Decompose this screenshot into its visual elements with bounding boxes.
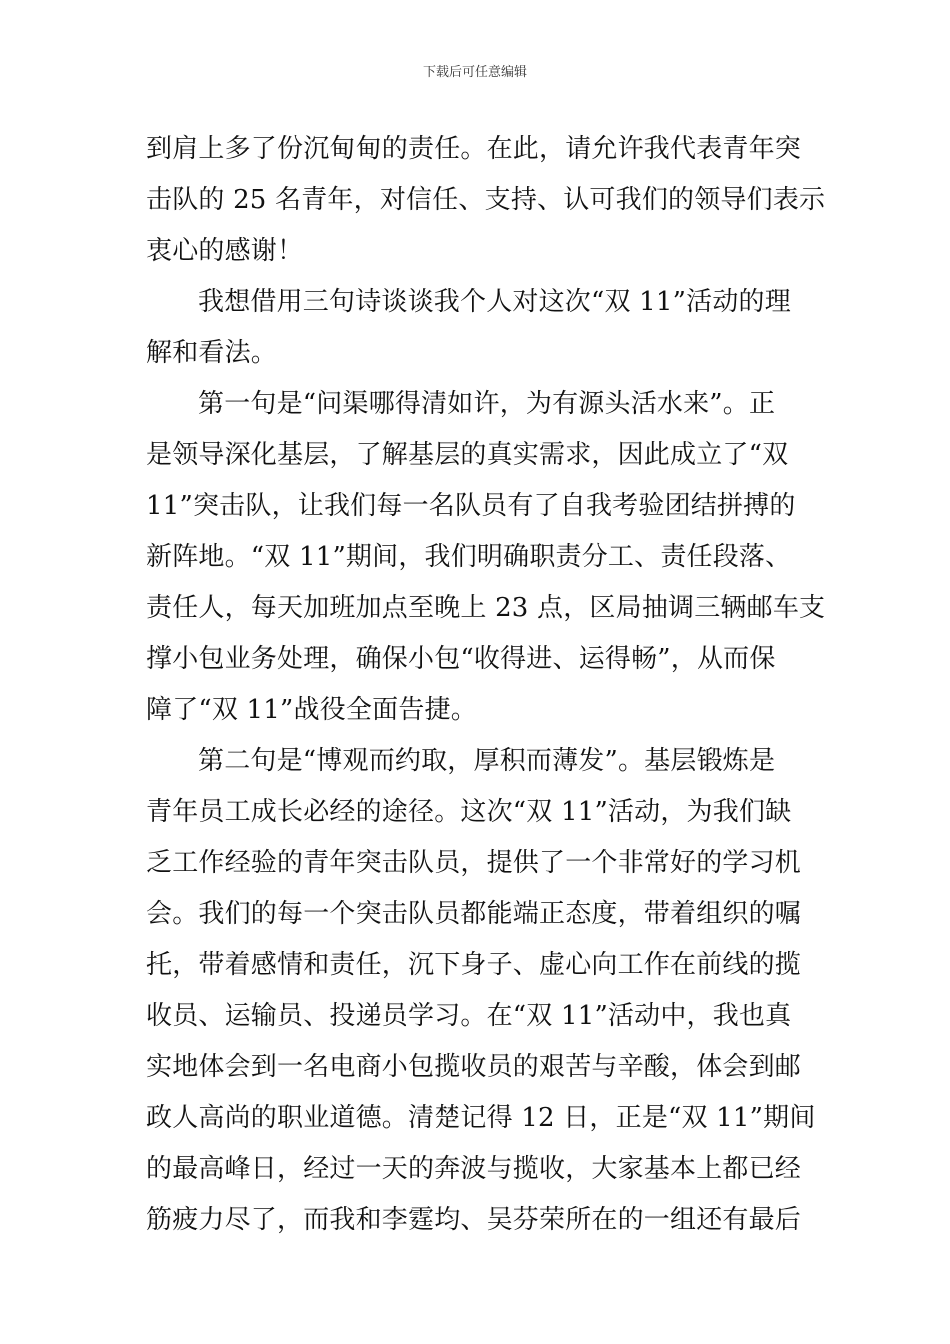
text-line: 障了“双 11”战役全面告捷。 [146,695,477,725]
paragraph-first-verse [146,379,826,736]
text-line: 托，带着感情和责任，沉下身子、虚心向工作在前线的揽 [146,950,802,980]
page-header-note: 下载后可任意编辑 [422,65,527,80]
text-line: 第一句是“问渠哪得清如许，为有源头活水来”。正 [198,389,776,419]
text-line: 会。我们的每一个突击队员都能端正态度，带着组织的嘱 [146,899,802,929]
paragraph-intro [146,277,806,379]
paragraph-second-verse [146,736,816,1246]
text-line: 是领导深化基层，了解基层的真实需求，因此成立了“双 [146,440,789,470]
text-line: 青年员工成长必经的途径。这次“双 11”活动，为我们缺 [146,797,792,827]
text-line: 新阵地。“双 11”期间，我们明确职责分工、责任段落、 [146,542,792,572]
text-line: 乏工作经验的青年突击队员，提供了一个非常好的学习机 [146,848,802,878]
text-line: 我想借用三句诗谈谈我个人对这次“双 11”活动的理 [198,287,791,317]
text-line: 11”突击队，让我们每一名队员有了自我考验团结拼搏的 [146,491,796,521]
paragraph-continuation [146,124,826,277]
text-line: 筋疲力尽了，而我和李霆均、吴芬荣所在的一组还有最后 [146,1205,802,1235]
text-line: 实地体会到一名电商小包揽收员的艰苦与辛酸，体会到邮 [146,1052,802,1082]
text-line: 撑小包业务处理，确保小包“收得进、运得畅”，从而保 [146,644,776,674]
text-line: 到肩上多了份沉甸甸的责任。在此，请允许我代表青年突 [146,134,802,164]
text-line: 第二句是“博观而约取，厚积而薄发”。基层锻炼是 [198,746,776,776]
text-line: 收员、运输员、投递员学习。在“双 11”活动中，我也真 [146,1001,792,1031]
text-line: 责任人，每天加班加点至晚上 23 点，区局抽调三辆邮车支 [146,593,826,623]
document-body [146,124,826,1246]
text-line: 解和看法。 [146,338,278,368]
text-line: 衷心的感谢！ [146,236,304,266]
text-line: 击队的 25 名青年，对信任、支持、认可我们的领导们表示 [146,185,826,215]
text-line: 政人高尚的职业道德。清楚记得 12 日，正是“双 11”期间 [146,1103,816,1133]
text-line: 的最高峰日，经过一天的奔波与揽收，大家基本上都已经 [146,1154,802,1184]
